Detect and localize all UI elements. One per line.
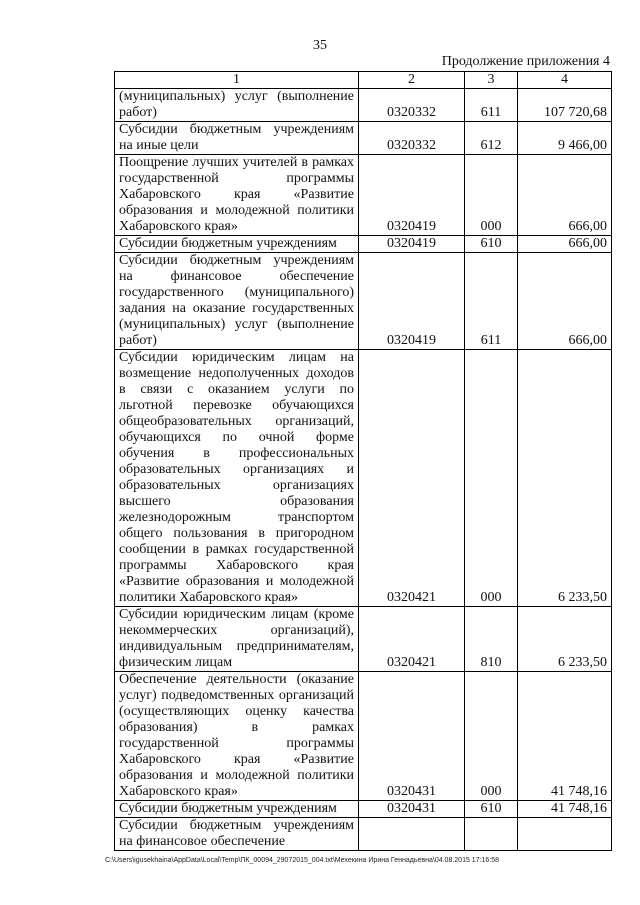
- table-row: [115, 607, 612, 672]
- row-vr-code: 610: [465, 236, 518, 253]
- row-amount: 6 233,50: [518, 350, 612, 607]
- budget-table: [114, 71, 612, 851]
- column-header: 4: [518, 72, 612, 89]
- row-amount: 41 748,16: [518, 672, 612, 801]
- file-path-footer: C:\Users\igusekhaina\AppData\Local\Temp\ПК_00094_29072015_004.txt\Мехекина Ирина Геннадьевна\04.08.2015 17:16:58: [105, 857, 500, 864]
- row-amount: 9 466,00: [518, 122, 612, 155]
- continuation-note: Продолжение приложения 4: [441, 54, 610, 69]
- column-header: 3: [465, 72, 518, 89]
- row-vr-code: 810: [465, 607, 518, 672]
- table-row: [115, 236, 612, 253]
- table-row: [115, 155, 612, 236]
- row-description: (муниципальных) услуг (выполнение работ): [115, 89, 359, 122]
- row-csr-code: 0320332: [359, 122, 465, 155]
- table-row: [115, 253, 612, 350]
- row-vr-code: [465, 818, 518, 851]
- row-vr-code: 611: [465, 89, 518, 122]
- row-csr-code: 0320419: [359, 155, 465, 236]
- row-description: Субсидии бюджетным учреждениям на финансовое обеспечение: [115, 818, 359, 851]
- row-csr-code: 0320421: [359, 607, 465, 672]
- page-number: 35: [313, 38, 327, 53]
- row-description: Субсидии бюджетным учреждениям: [115, 801, 359, 818]
- column-header: 2: [359, 72, 465, 89]
- row-description: Субсидии бюджетным учреждениям на иные цели: [115, 122, 359, 155]
- row-description: Субсидии бюджетным учреждениям на финансовое обеспечение государственного (муниципального) задания на оказание государственных (муниципальных) услуг (выполнение работ): [115, 253, 359, 350]
- row-csr-code: 0320419: [359, 236, 465, 253]
- table-row: [115, 672, 612, 801]
- table-row: [115, 818, 612, 851]
- row-amount: 41 748,16: [518, 801, 612, 818]
- row-csr-code: 0320431: [359, 672, 465, 801]
- row-amount: 666,00: [518, 155, 612, 236]
- table-row: [115, 122, 612, 155]
- table-row: [115, 801, 612, 818]
- row-description: Субсидии бюджетным учреждениям: [115, 236, 359, 253]
- row-description: Субсидии юридическим лицам на возмещение недополученных доходов в связи с оказанием услуги по льготной перевозке обучающихся общеобразовательных организаций, обучающихся по очной форме обучения в профессиональных образовательных организациях и образовательных организациях высшего образования железнодорожным транспортом общего пользования в пригородном сообщении в рамках государственной программы Хабаровского края «Развитие образования и молодежной политики Хабаровского края»: [115, 350, 359, 607]
- row-description: Субсидии юридическим лицам (кроме некоммерческих организаций), индивидуальным предпринимателям, физическим лицам: [115, 607, 359, 672]
- row-csr-code: 0320421: [359, 350, 465, 607]
- row-csr-code: 0320431: [359, 801, 465, 818]
- row-amount: 666,00: [518, 236, 612, 253]
- row-description: Обеспечение деятельности (оказание услуг) подведомственных организаций (осуществляющих оценку качества образования) в рамках государственной программы Хабаровского края «Развитие образования и молодежной политики Хабаровского края»: [115, 672, 359, 801]
- row-csr-code: 0320419: [359, 253, 465, 350]
- row-amount: 666,00: [518, 253, 612, 350]
- table-row: [115, 89, 612, 122]
- row-csr-code: 0320332: [359, 89, 465, 122]
- row-vr-code: 612: [465, 122, 518, 155]
- row-amount: 107 720,68: [518, 89, 612, 122]
- row-vr-code: 000: [465, 155, 518, 236]
- row-vr-code: 000: [465, 672, 518, 801]
- row-vr-code: 000: [465, 350, 518, 607]
- header-row: [115, 72, 612, 89]
- column-header: 1: [115, 72, 359, 89]
- row-amount: 6 233,50: [518, 607, 612, 672]
- row-description: Поощрение лучших учителей в рамках государственной программы Хабаровского края «Развитие образования и молодежной политики Хабаровского края»: [115, 155, 359, 236]
- row-csr-code: [359, 818, 465, 851]
- row-amount: [518, 818, 612, 851]
- row-vr-code: 611: [465, 253, 518, 350]
- row-vr-code: 610: [465, 801, 518, 818]
- table-row: [115, 350, 612, 607]
